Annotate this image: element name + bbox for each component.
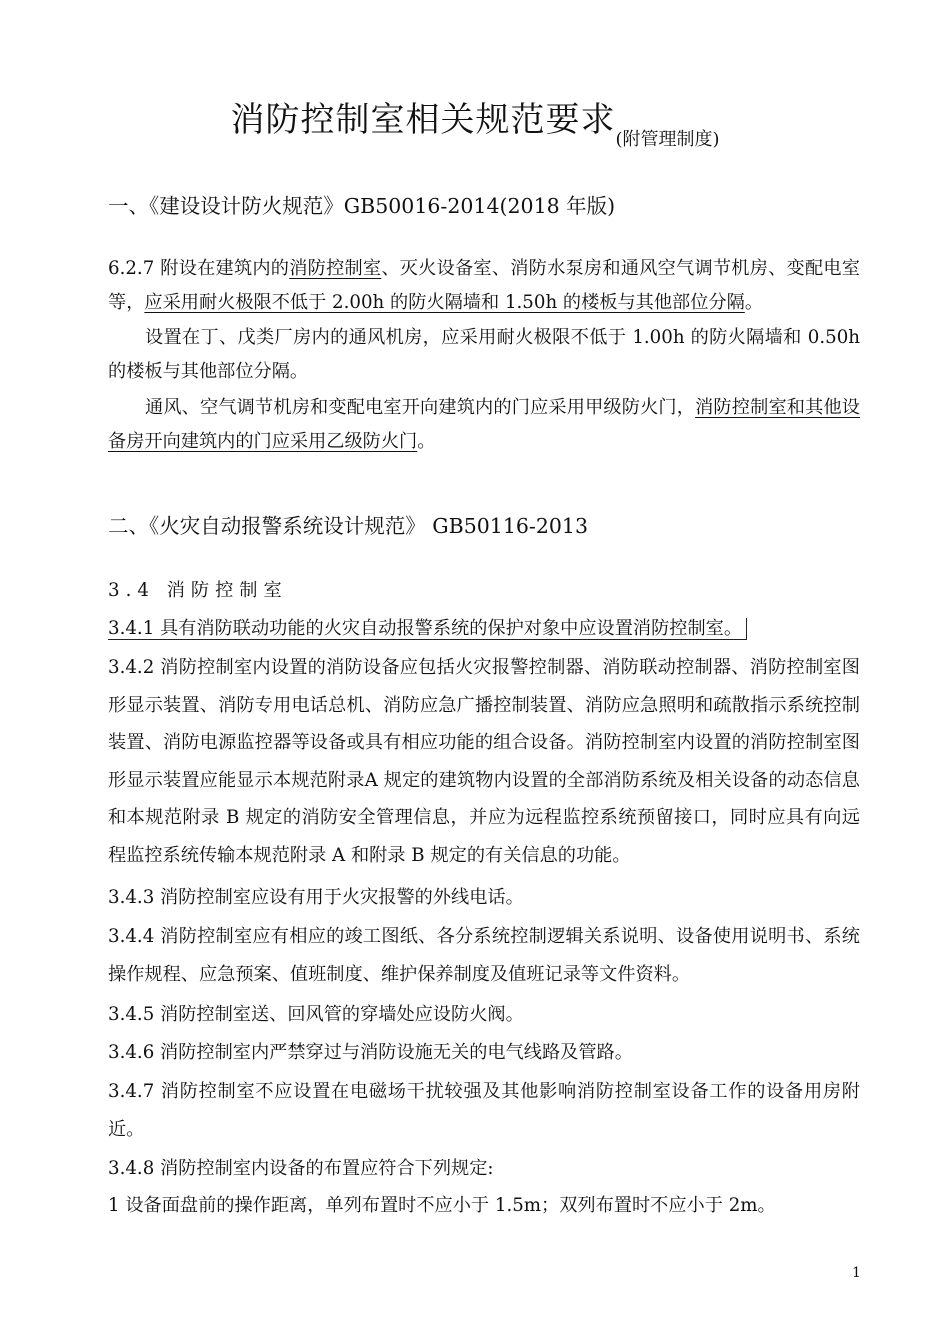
clause-3-4-1: 3.4.1 具有消防联动功能的火灾自动报警系统的保护对象中应设置消防控制室。: [108, 614, 868, 644]
subsection-3-4: 3.4 消防控制室: [108, 580, 288, 601]
underlined-text: 消防控制室和其他设备房开向建筑内的门应采用乙级防火门: [108, 397, 860, 452]
clause-3-4-7: 3.4.7 消防控制室不应设置在电磁场干扰较强及其他影响消防控制室设备工作的设备用房附近。: [108, 1081, 860, 1140]
paragraph-ding-wu-class: 设置在丁、戊类厂房内的通风机房，应采用耐火极限不低于 1.00h 的防火隔墙和 0.50h 的楼板与其他部位分隔。: [108, 327, 860, 382]
title-subtitle: (附管理制度): [615, 129, 720, 150]
clause-3-4-5: 3.4.5 消防控制室送、回风管的穿墙处应设防火阀。: [108, 1004, 524, 1025]
title-main: 消防控制室相关规范要求: [230, 100, 616, 140]
clause-6-2-7: 6.2.7 附设在建筑内的消防控制室、灭火设备室、消防水泵房和通风空气调节机房、变配电室等，应采用耐火极限不低于 2.00h 的防火隔墙和 1.50h 的楼板与其他部位分隔。: [108, 258, 860, 313]
clause-3-4-8: 3.4.8 消防控制室内设备的布置应符合下列规定:: [108, 1158, 494, 1179]
paragraph-fire-doors: 通风、空气调节机房和变配电室开向建筑内的门应采用甲级防火门，消防控制室和其他设备房开向建筑内的门应采用乙级防火门。: [108, 397, 860, 452]
underlined-text: 应采用耐火极限不低于 2.00h 的防火隔墙和 1.50h 的楼板与其他部位分隔: [144, 292, 745, 313]
underlined-text: 消防控制室: [289, 258, 382, 279]
section-2-heading: 二、《火灾自动报警系统设计规范》 GB50116-2013: [108, 514, 589, 538]
section-1-heading: 一、《建设设计防火规范》GB50016-2014(2018 年版): [108, 194, 616, 218]
document-title: [0, 96, 950, 150]
clause-3-4-6: 3.4.6 消防控制室内严禁穿过与消防设施无关的电气线路及管路。: [108, 1042, 633, 1063]
clause-3-4-4: 3.4.4 消防控制室应有相应的竣工图纸、各分系统控制逻辑关系说明、设备使用说明书、系统操作规程、应急预案、值班制度、维护保养制度及值班记录等文件资料。: [108, 926, 860, 985]
page-number: 1: [852, 1265, 861, 1281]
clause-3-4-2: 3.4.2 消防控制室内设置的消防设备应包括火灾报警控制器、消防联动控制器、消防控制室图形显示装置、消防专用电话总机、消防应急广播控制装置、消防应急照明和疏散指示系统控制装置、消防电源监控器等设备或具有相应功能的组合设备。消防控制室内设置的消防控制室图形显示装置应能显示本规范附录A 规定的建筑物内设置的全部消防系统及相关设备的动态信息和本规范附录 B 规定的消防安全管理信息，并应为远程监控系统预留接口，同时应具有向远程监控系统传输本规范附录 A 和附录 B 规定的有关信息的功能。: [108, 657, 860, 866]
clause-3-4-3: 3.4.3 消防控制室应设有用于火灾报警的外线电话。: [108, 887, 524, 908]
clause-3-4-8-item-1: 1 设备面盘前的操作距离，单列布置时不应小于 1.5m；双列布置时不应小于 2m。: [108, 1195, 776, 1216]
